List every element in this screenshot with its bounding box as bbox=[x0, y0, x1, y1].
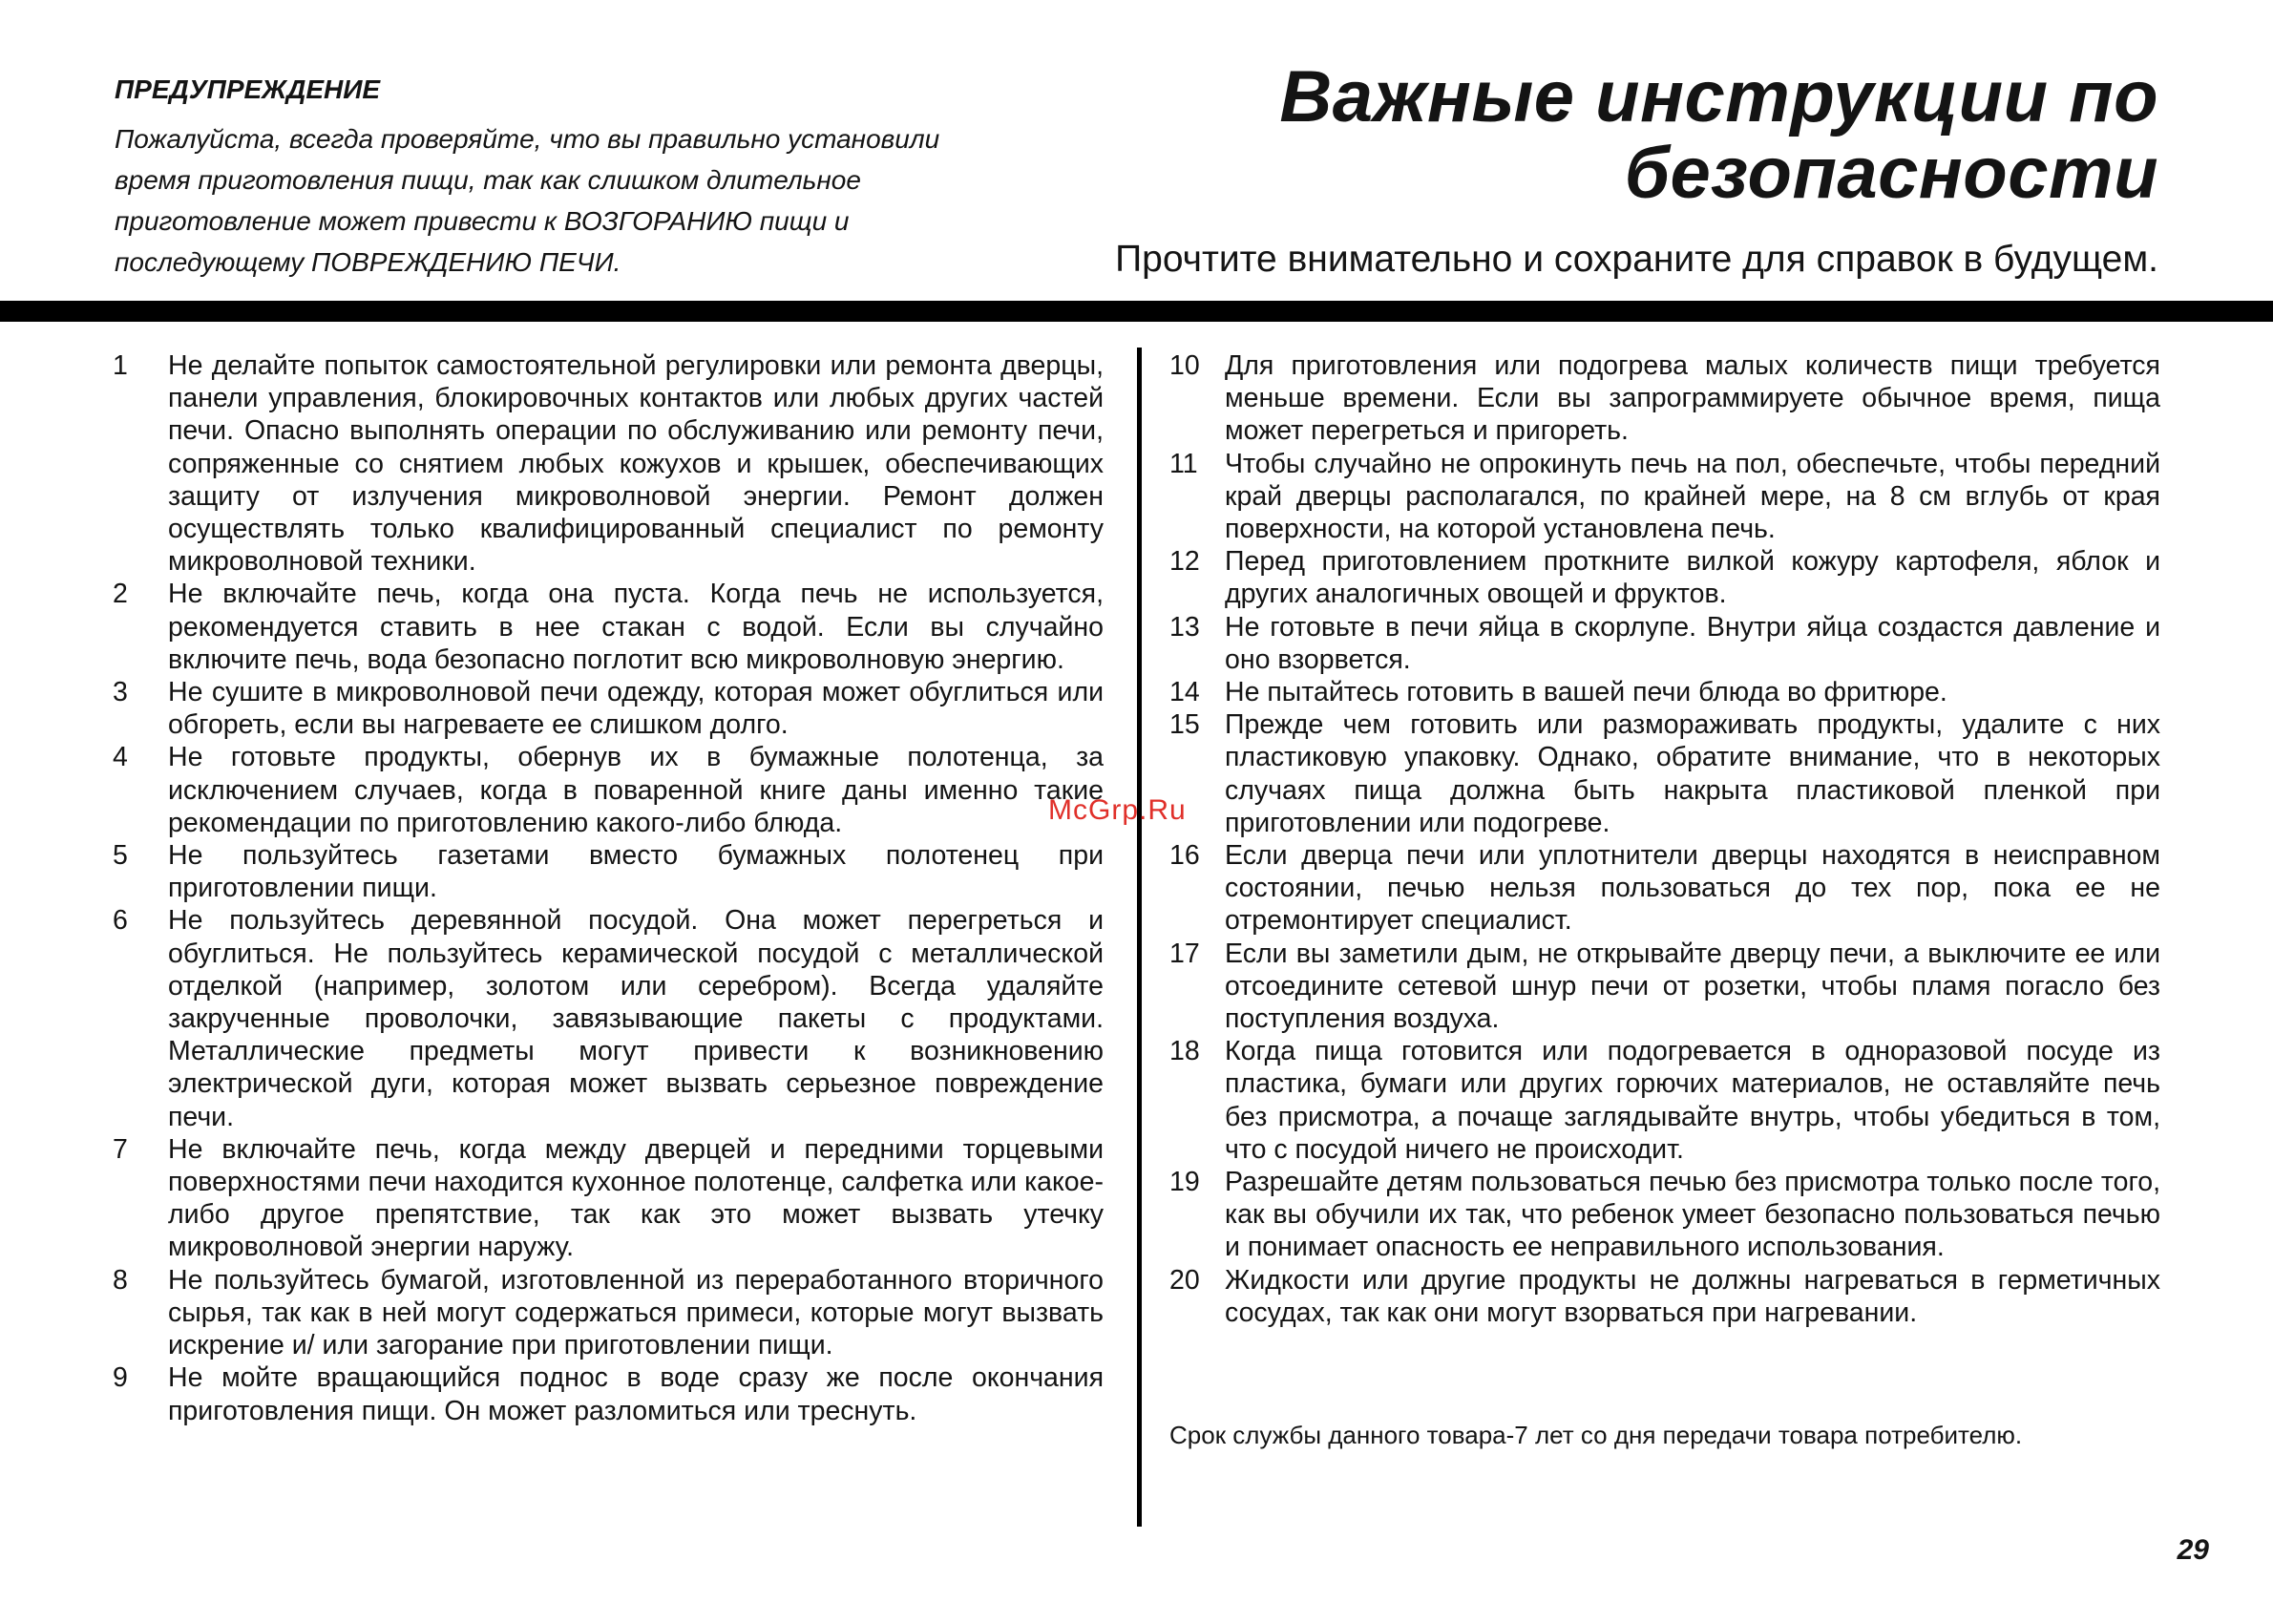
instruction-number: 10 bbox=[1169, 350, 1200, 381]
instruction-item bbox=[113, 1133, 1104, 1264]
instruction-number: 13 bbox=[1169, 611, 1200, 643]
instruction-text: Не делайте попыток самостоятельной регулировки или ремонта дверцы, панели управления, блокировочных контактов или любых других частей печи. Опасно выполнять операции по обслуживанию или ремонту печи, сопряженные со снятием любых кожухов и крышек, обеспечивающих защиту от излучения микроволновой энергии. Ремонт должен осуществлять только квалифицированный специалист по ремонту микроволновой техники. bbox=[168, 350, 1104, 578]
instruction-text: Чтобы случайно не опрокинуть печь на пол, обеспечьте, чтобы передний край дверцы располагался, по крайней мере, на 8 см вглубь от края поверхности, на которой установлена печь. bbox=[1225, 448, 2160, 545]
instruction-text: Не мойте вращающийся поднос в воде сразу же после окончания приготовления пищи. Он может разломиться или треснуть. bbox=[168, 1362, 1104, 1426]
instruction-text: Не пытайтесь готовить в вашей печи блюда во фритюре. bbox=[1225, 677, 1947, 708]
instruction-text: Если вы заметили дым, не открывайте дверцу печи, а выключите ее или отсоедините сетевой шнур печи от розетки, чтобы пламя погасло без поступления воздуха. bbox=[1225, 938, 2160, 1035]
page-title bbox=[917, 56, 2158, 214]
instruction-number: 8 bbox=[113, 1264, 128, 1296]
service-life-note: Срок службы данного товара-7 лет со дня передачи товара потребителю. bbox=[1169, 1421, 2023, 1449]
page-number: 29 bbox=[2177, 1534, 2209, 1566]
page-subtitle: Прочтите внимательно и сохраните для справок в будущем. bbox=[1115, 239, 2158, 280]
instruction-text: Не включайте печь, когда между дверцей и передними торцевыми поверхностями печи находится кухонное полотенце, салфетка или какое-либо другое препятствие, так как это может вызвать утечку микроволновой энергии наружу. bbox=[168, 1133, 1104, 1263]
instruction-text: Прежде чем готовить или размораживать продукты, удалите с них пластиковую упаковку. Однако, обратите внимание, что в некоторых случаях пища должна быть накрыта пластиковой пленкой при приготовлении или подогреве. bbox=[1225, 709, 2160, 838]
instruction-item bbox=[1169, 349, 2160, 448]
page-title-line-1: Важные инструкции по bbox=[1279, 56, 2158, 137]
instruction-number: 3 bbox=[113, 677, 128, 708]
instruction-number: 6 bbox=[113, 905, 128, 937]
instruction-item bbox=[113, 676, 1104, 741]
instruction-number: 2 bbox=[113, 579, 128, 610]
instruction-number: 5 bbox=[113, 840, 128, 872]
instruction-number: 19 bbox=[1169, 1167, 1200, 1198]
instruction-text: Жидкости или другие продукты не должны нагреваться в герметичных сосудах, так как они могут взорваться при нагревании. bbox=[1225, 1264, 2160, 1328]
instruction-text: Если дверца печи или уплотнители дверцы находятся в неисправном состоянии, печью нельзя пользоваться до тех пор, пока ее не отремонтирует специалист. bbox=[1225, 840, 2160, 937]
instruction-number: 4 bbox=[113, 742, 128, 773]
instructions-right-column bbox=[1169, 349, 2160, 1329]
instruction-item bbox=[1169, 1264, 2160, 1329]
instruction-item bbox=[1169, 545, 2160, 610]
instruction-item bbox=[113, 839, 1104, 904]
instruction-number: 12 bbox=[1169, 546, 1200, 578]
warning-title: ПРЕДУПРЕЖДЕНИЕ bbox=[115, 74, 381, 104]
instruction-number: 9 bbox=[113, 1362, 128, 1394]
instruction-number: 7 bbox=[113, 1133, 128, 1165]
instruction-text: Не готовьте в печи яйца в скорлупе. Внутри яйца создастся давление и оно взорвется. bbox=[1225, 611, 2160, 675]
instruction-text: Не готовьте продукты, обернув их в бумажные полотенца, за исключением случаев, когда в поваренной книге даны именно такие рекомендации по приготовлению какого-либо блюда. bbox=[168, 742, 1104, 838]
title-block bbox=[917, 56, 2158, 283]
instruction-text: Не включайте печь, когда она пуста. Когда печь не используется, рекомендуется ставить в нее стакан с водой. Если вы случайно включите печь, вода безопасно поглотит всю микроволновую энергию. bbox=[168, 579, 1104, 675]
instruction-item bbox=[113, 904, 1104, 1132]
page-title-line-2: безопасности bbox=[1624, 133, 2158, 214]
instruction-number: 15 bbox=[1169, 709, 1200, 741]
instruction-number: 17 bbox=[1169, 938, 1200, 969]
instruction-number: 11 bbox=[1169, 448, 1198, 479]
instruction-item bbox=[1169, 676, 2160, 708]
instruction-item bbox=[113, 1264, 1104, 1362]
instruction-text: Разрешайте детям пользоваться печью без присмотра только после того, как вы обучили их так, что ребенок умеет безопасно пользоваться печью и понимает опасность ее неправильного использования. bbox=[1225, 1167, 2160, 1263]
instruction-text: Не сушите в микроволновой печи одежду, которая может обуглиться или обгореть, если вы нагреваете ее слишком долго. bbox=[168, 677, 1104, 741]
instruction-number: 18 bbox=[1169, 1036, 1200, 1067]
instruction-item bbox=[1169, 938, 2160, 1036]
instruction-number: 14 bbox=[1169, 677, 1200, 708]
instruction-item bbox=[1169, 839, 2160, 938]
instructions-left-column bbox=[113, 349, 1104, 1427]
column-divider bbox=[1137, 348, 1142, 1527]
instruction-text: Перед приготовлением проткните вилкой кожуру картофеля, яблок и других аналогичных овощей и фруктов. bbox=[1225, 546, 2160, 610]
instruction-text: Не пользуйтесь деревянной посудой. Она может перегреться и обуглиться. Не пользуйтесь керамической посудой с металлической отделкой (например, золотом или серебром). Всегда удаляйте закрученные проволочки, завязывающие пакеты с продуктами. Металлические предметы могут привести к возникновению электрической дуги, которая может вызвать серьезное повреждение печи. bbox=[168, 905, 1104, 1132]
warning-block bbox=[115, 74, 974, 283]
instruction-item bbox=[1169, 1035, 2160, 1166]
instruction-text: Для приготовления или подогрева малых количеств пищи требуется меньше времени. Если вы запрограммируете обычное время, пища может перегреться и пригореть. bbox=[1225, 350, 2160, 447]
instruction-item bbox=[1169, 611, 2160, 676]
instruction-item bbox=[113, 1361, 1104, 1426]
instruction-number: 1 bbox=[113, 350, 128, 381]
instruction-text: Не пользуйтесь бумагой, изготовленной из переработанного вторичного сырья, так как в ней могут содержаться примеси, которые могут вызвать искрение и/ или загорание при приготовлении пищи. bbox=[168, 1264, 1104, 1361]
instruction-number: 16 bbox=[1169, 840, 1200, 872]
instruction-item bbox=[1169, 708, 2160, 839]
instruction-item bbox=[113, 349, 1104, 578]
instruction-text: Не пользуйтесь газетами вместо бумажных полотенец при приготовлении пищи. bbox=[168, 840, 1104, 904]
instruction-item bbox=[113, 741, 1104, 839]
instruction-item bbox=[1169, 448, 2160, 546]
watermark: McGrp.Ru bbox=[1048, 794, 1187, 826]
header-rule bbox=[0, 301, 2273, 322]
warning-text: Пожалуйста, всегда проверяйте, что вы правильно установили время приготовления пищи, так как слишком длительное приготовление может привести к ВОЗГОРАНИЮ пищи и последующему ПОВРЕЖДЕНИЮ ПЕЧИ. bbox=[115, 124, 940, 277]
instruction-item bbox=[113, 578, 1104, 676]
instruction-item bbox=[1169, 1166, 2160, 1264]
instruction-text: Когда пища готовится или подогревается в одноразовой посуде из пластика, бумаги или других горючих материалов, не оставляйте печь без присмотра, а почаще заглядывайте внутрь, чтобы убедиться в том, что с посудой ничего не происходит. bbox=[1225, 1036, 2160, 1165]
instruction-number: 20 bbox=[1169, 1264, 1200, 1296]
